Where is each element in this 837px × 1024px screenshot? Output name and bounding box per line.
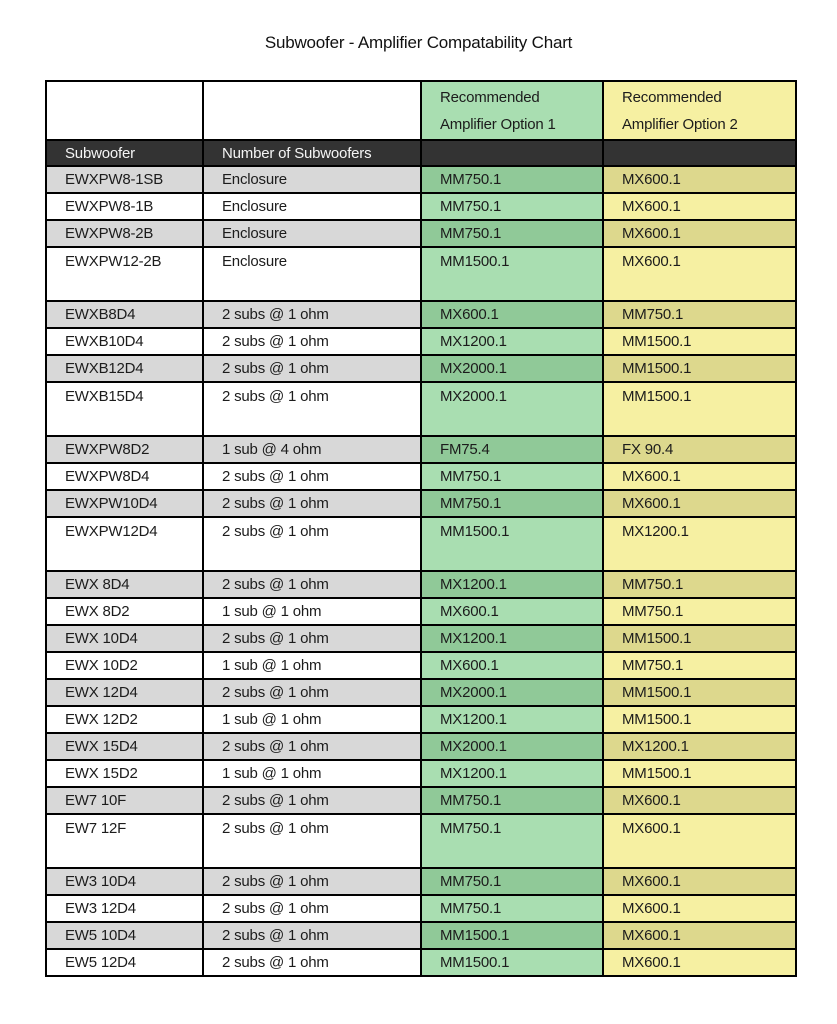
cell-amp-option1: MX600.1 bbox=[421, 301, 603, 328]
cell-amp-option2: MX600.1 bbox=[603, 868, 796, 895]
table-row bbox=[46, 490, 796, 517]
cell-amp-option1: FM75.4 bbox=[421, 436, 603, 463]
cell-count: 1 sub @ 1 ohm bbox=[203, 706, 421, 733]
cell-amp-option2: MX600.1 bbox=[603, 949, 796, 976]
cell-subwoofer: EW7 10F bbox=[46, 787, 203, 814]
cell-count: 2 subs @ 1 ohm bbox=[203, 868, 421, 895]
table-row bbox=[46, 463, 796, 490]
cell-amp-option2: MM1500.1 bbox=[603, 679, 796, 706]
cell-subwoofer: EW3 10D4 bbox=[46, 868, 203, 895]
cell-amp-option2: MX600.1 bbox=[603, 247, 796, 301]
cell-subwoofer: EWX 8D2 bbox=[46, 598, 203, 625]
table-row bbox=[46, 814, 796, 868]
blank-header-cell bbox=[203, 81, 421, 140]
cell-count: 1 sub @ 4 ohm bbox=[203, 436, 421, 463]
cell-amp-option1: MX1200.1 bbox=[421, 760, 603, 787]
cell-count: 2 subs @ 1 ohm bbox=[203, 490, 421, 517]
cell-amp-option2: MM750.1 bbox=[603, 652, 796, 679]
table-row bbox=[46, 625, 796, 652]
cell-amp-option1: MM750.1 bbox=[421, 490, 603, 517]
cell-amp-option2: MX600.1 bbox=[603, 220, 796, 247]
cell-amp-option2: MX1200.1 bbox=[603, 733, 796, 760]
cell-amp-option1: MM1500.1 bbox=[421, 949, 603, 976]
cell-count: 2 subs @ 1 ohm bbox=[203, 922, 421, 949]
cell-subwoofer: EW7 12F bbox=[46, 814, 203, 868]
cell-amp-option2: MX600.1 bbox=[603, 490, 796, 517]
cell-amp-option2: MM750.1 bbox=[603, 598, 796, 625]
cell-amp-option2: MX600.1 bbox=[603, 895, 796, 922]
cell-amp-option2: MX600.1 bbox=[603, 193, 796, 220]
cell-count: Enclosure bbox=[203, 193, 421, 220]
table-row bbox=[46, 193, 796, 220]
cell-subwoofer: EWXPW8D4 bbox=[46, 463, 203, 490]
subwoofer-column-header: Subwoofer bbox=[46, 140, 203, 166]
cell-amp-option1: MM750.1 bbox=[421, 220, 603, 247]
table-row bbox=[46, 787, 796, 814]
cell-count: 2 subs @ 1 ohm bbox=[203, 328, 421, 355]
cell-subwoofer: EWX 15D4 bbox=[46, 733, 203, 760]
cell-subwoofer: EW3 12D4 bbox=[46, 895, 203, 922]
cell-amp-option1: MM1500.1 bbox=[421, 247, 603, 301]
cell-amp-option1: MX1200.1 bbox=[421, 706, 603, 733]
cell-count: 2 subs @ 1 ohm bbox=[203, 949, 421, 976]
cell-count: 2 subs @ 1 ohm bbox=[203, 625, 421, 652]
option-header-row bbox=[46, 81, 796, 140]
cell-subwoofer: EWX 12D2 bbox=[46, 706, 203, 733]
cell-amp-option2: MX600.1 bbox=[603, 787, 796, 814]
cell-subwoofer: EWXB8D4 bbox=[46, 301, 203, 328]
table-row bbox=[46, 436, 796, 463]
cell-amp-option1: MX2000.1 bbox=[421, 382, 603, 436]
cell-amp-option1: MM750.1 bbox=[421, 814, 603, 868]
cell-amp-option1: MX1200.1 bbox=[421, 571, 603, 598]
cell-amp-option1: MX2000.1 bbox=[421, 355, 603, 382]
table-row bbox=[46, 247, 796, 301]
cell-subwoofer: EWXPW12D4 bbox=[46, 517, 203, 571]
cell-amp-option2: MM1500.1 bbox=[603, 706, 796, 733]
table-row bbox=[46, 706, 796, 733]
cell-count: 1 sub @ 1 ohm bbox=[203, 760, 421, 787]
cell-amp-option1: MM750.1 bbox=[421, 787, 603, 814]
table-row bbox=[46, 220, 796, 247]
column-header-row bbox=[46, 140, 796, 166]
table-row bbox=[46, 355, 796, 382]
cell-amp-option2: MM1500.1 bbox=[603, 355, 796, 382]
cell-subwoofer: EWXPW8D2 bbox=[46, 436, 203, 463]
dark-bar-cell bbox=[421, 140, 603, 166]
cell-count: 2 subs @ 1 ohm bbox=[203, 463, 421, 490]
table-body bbox=[46, 81, 796, 976]
cell-amp-option2: MM1500.1 bbox=[603, 328, 796, 355]
cell-subwoofer: EWXB12D4 bbox=[46, 355, 203, 382]
compatibility-table bbox=[45, 80, 797, 977]
cell-subwoofer: EWX 12D4 bbox=[46, 679, 203, 706]
cell-count: 2 subs @ 1 ohm bbox=[203, 733, 421, 760]
option2-header-line2: Amplifier Option 2 bbox=[622, 115, 738, 133]
table-row bbox=[46, 733, 796, 760]
cell-amp-option2: MX600.1 bbox=[603, 814, 796, 868]
cell-amp-option2: MM1500.1 bbox=[603, 760, 796, 787]
cell-subwoofer: EW5 10D4 bbox=[46, 922, 203, 949]
table-row bbox=[46, 895, 796, 922]
cell-count: 1 sub @ 1 ohm bbox=[203, 652, 421, 679]
cell-amp-option1: MM750.1 bbox=[421, 868, 603, 895]
cell-amp-option2: MX600.1 bbox=[603, 166, 796, 193]
table-row bbox=[46, 652, 796, 679]
blank-header-cell bbox=[46, 81, 203, 140]
cell-count: 2 subs @ 1 ohm bbox=[203, 571, 421, 598]
cell-amp-option1: MX2000.1 bbox=[421, 733, 603, 760]
cell-amp-option2: MM1500.1 bbox=[603, 625, 796, 652]
cell-amp-option1: MM750.1 bbox=[421, 463, 603, 490]
cell-count: 2 subs @ 1 ohm bbox=[203, 382, 421, 436]
cell-count: 2 subs @ 1 ohm bbox=[203, 814, 421, 868]
cell-amp-option1: MM1500.1 bbox=[421, 922, 603, 949]
cell-amp-option2: MM750.1 bbox=[603, 301, 796, 328]
cell-count: Enclosure bbox=[203, 247, 421, 301]
table-row bbox=[46, 868, 796, 895]
cell-count: 2 subs @ 1 ohm bbox=[203, 895, 421, 922]
table-row bbox=[46, 571, 796, 598]
table-row bbox=[46, 517, 796, 571]
cell-subwoofer: EWXPW8-1B bbox=[46, 193, 203, 220]
cell-amp-option2: MM1500.1 bbox=[603, 382, 796, 436]
cell-amp-option1: MX2000.1 bbox=[421, 679, 603, 706]
cell-amp-option1: MM750.1 bbox=[421, 895, 603, 922]
cell-amp-option2: MM750.1 bbox=[603, 571, 796, 598]
cell-amp-option1: MX1200.1 bbox=[421, 328, 603, 355]
cell-subwoofer: EWX 8D4 bbox=[46, 571, 203, 598]
table-row bbox=[46, 679, 796, 706]
table-row bbox=[46, 598, 796, 625]
cell-subwoofer: EWXPW12-2B bbox=[46, 247, 203, 301]
cell-subwoofer: EWXPW10D4 bbox=[46, 490, 203, 517]
option2-header-line1: Recommended bbox=[622, 88, 722, 106]
cell-subwoofer: EWXPW8-1SB bbox=[46, 166, 203, 193]
cell-amp-option2: MX600.1 bbox=[603, 463, 796, 490]
cell-count: 2 subs @ 1 ohm bbox=[203, 301, 421, 328]
cell-subwoofer: EWXB15D4 bbox=[46, 382, 203, 436]
cell-amp-option1: MX600.1 bbox=[421, 598, 603, 625]
dark-bar-cell bbox=[603, 140, 796, 166]
cell-count: 1 sub @ 1 ohm bbox=[203, 598, 421, 625]
cell-count: Enclosure bbox=[203, 220, 421, 247]
cell-count: 2 subs @ 1 ohm bbox=[203, 787, 421, 814]
cell-amp-option1: MX1200.1 bbox=[421, 625, 603, 652]
cell-subwoofer: EWX 15D2 bbox=[46, 760, 203, 787]
page-title: Subwoofer - Amplifier Compatability Chart bbox=[264, 33, 573, 52]
cell-subwoofer: EWXPW8-2B bbox=[46, 220, 203, 247]
cell-count: 2 subs @ 1 ohm bbox=[203, 517, 421, 571]
cell-subwoofer: EWXB10D4 bbox=[46, 328, 203, 355]
table-row bbox=[46, 760, 796, 787]
cell-subwoofer: EWX 10D2 bbox=[46, 652, 203, 679]
cell-amp-option1: MX600.1 bbox=[421, 652, 603, 679]
cell-subwoofer: EW5 12D4 bbox=[46, 949, 203, 976]
cell-amp-option1: MM1500.1 bbox=[421, 517, 603, 571]
cell-amp-option2: FX 90.4 bbox=[603, 436, 796, 463]
table-row bbox=[46, 382, 796, 436]
option1-header-line2: Amplifier Option 1 bbox=[440, 115, 556, 133]
cell-amp-option1: MM750.1 bbox=[421, 166, 603, 193]
option2-header-cell bbox=[603, 81, 796, 140]
table-row bbox=[46, 166, 796, 193]
cell-count: 2 subs @ 1 ohm bbox=[203, 355, 421, 382]
count-column-header: Number of Subwoofers bbox=[203, 140, 421, 166]
table-row bbox=[46, 328, 796, 355]
option1-header-line1: Recommended bbox=[440, 88, 540, 106]
cell-amp-option1: MM750.1 bbox=[421, 193, 603, 220]
table-row bbox=[46, 949, 796, 976]
cell-subwoofer: EWX 10D4 bbox=[46, 625, 203, 652]
option1-header-cell bbox=[421, 81, 603, 140]
cell-amp-option2: MX600.1 bbox=[603, 922, 796, 949]
cell-count: Enclosure bbox=[203, 166, 421, 193]
table-row bbox=[46, 922, 796, 949]
table-row bbox=[46, 301, 796, 328]
cell-amp-option2: MX1200.1 bbox=[603, 517, 796, 571]
cell-count: 2 subs @ 1 ohm bbox=[203, 679, 421, 706]
